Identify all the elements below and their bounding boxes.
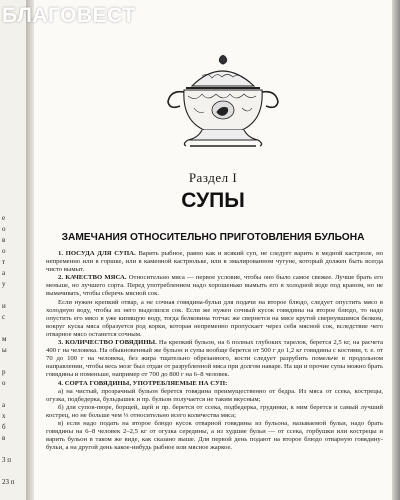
paragraph — [46, 274, 383, 298]
paragraph-text: Относительно мяса — первое условие, чтобы оно было самое свежее. Лучше брать его меньше, но лучшего сорта. Перед употреблением надо хорошенько вымыть его в холодной воде под краном, но не вымачивать, чтобы сберечь мясной сок. — [46, 274, 383, 298]
soup-tureen-illustration — [162, 52, 284, 152]
left-page-fragment: б — [2, 423, 6, 431]
paragraph-text: а) на чистый, прозрачный бульон берется говядина преимущественно от бедра. Из мяса от ссека, кострецы, огузка, подбедерка, бульдышек и пр. бульон получается не таким вкусным; — [46, 387, 383, 403]
left-page-fragment: т — [2, 258, 6, 266]
book-gutter — [26, 0, 34, 500]
chapter-title: СУПЫ — [181, 189, 245, 212]
paragraph-text: в) если надо подать на второе блюдо кусок отварной говядины из бульона, называемой бульи, надо брать говядины на 6–8 человек 2–2,5 кг от огузка середины, а из худшие бульи — от ссека, горбушки или кострецы и варить бульон в таком же виде, как сказано выше. Для первой день подают на второе блюдо отварную говядину-бульи, а на другой день какое-нибудь рыбное или мясное жаркое. — [46, 419, 383, 452]
paragraph-subheading: 3. КОЛИЧЕСТВО ГОВЯДИНЫ. — [58, 339, 157, 347]
paragraph-text: б) для супов-пюре, борщей, щей и пр. берется от ссека, подбедерка, грудинки, к ним берется и самый лучший кострец, но не больше чем ⅓ относительно всего количества мяса; — [46, 403, 383, 419]
article-heading: ЗАМЕЧАНИЯ ОТНОСИТЕЛЬНО ПРИГОТОВЛЕНИЯ БУЛЬОНА — [61, 232, 365, 243]
left-page-fragment: а — [2, 401, 6, 409]
paragraph — [46, 420, 383, 452]
left-page-fragment: у — [2, 280, 6, 288]
paragraph-subheading: 4. СОРТА ГОВЯДИНЫ, УПОТРЕБЛЯЕМЫЕ НА СУП: — [58, 379, 228, 387]
article-body — [46, 250, 383, 452]
paragraph — [46, 380, 383, 388]
paragraph-subheading: 2. КАЧЕСТВО МЯСА. — [58, 274, 127, 282]
left-page-fragment: 3 п — [2, 456, 11, 464]
left-page-fragment: ы — [2, 346, 7, 354]
paragraph-subheading: 1. ПОСУДА ДЛЯ СУПА. — [58, 250, 136, 257]
paragraph — [46, 404, 383, 420]
paragraph — [46, 388, 383, 404]
left-page-fragment: в — [2, 236, 6, 244]
paragraph — [46, 339, 383, 379]
left-page-fragment: х — [2, 412, 6, 420]
left-page-edge — [0, 0, 27, 500]
book-page — [34, 0, 392, 500]
left-page-fragment: м — [2, 335, 7, 343]
watermark: БЛАГОВЕСТ — [2, 4, 136, 27]
left-page-fragment: и — [2, 302, 6, 310]
left-page-fragment: о — [2, 379, 6, 387]
paragraph-text: На крепкий бульон, на 6 полных глубоких тарелок, берется 2,5 кг, на расчета 400 г на человека. На обыкновенный же бульон и супы вообще берется от 500 г до 1,2 кг говядины с костями, т. е. от 70 до 100 г на человека, без жира тщательно обрезанного, кости следует разрубить помельче в продольном направлении, чтобы весь мозг был отдан от разрубленной мяса при долгом наваре. На щи и прочие супы можно брать говядины и поменьше, например от 700 до 800 г на 6–8 человек. — [46, 339, 383, 379]
paragraph — [46, 250, 383, 274]
left-page-fragment: 23 п — [2, 478, 15, 486]
left-page-fragment: о — [2, 247, 6, 255]
left-page-fragment: р — [2, 368, 6, 376]
left-page-fragment: е — [2, 214, 6, 222]
section-title: Раздел I — [188, 170, 238, 185]
left-page-fragment: а — [2, 269, 6, 277]
paragraph — [46, 299, 383, 339]
page-edge-shadow — [392, 0, 400, 500]
left-page-fragment: о — [2, 225, 6, 233]
paragraph-text: Если нужен крепкий отвар, а не сочная говядина-бульи для подачи на второе блюдо, следует опустить мясо в холодную воду, чтобы из него выделился сок. Если же нужен сочный кусок говядины на второе блюдо, то надо опустить его мясо в уже кипящую воду, тогда белковина тотчас же свернется на мясе крутой свернувшимся белком, вокруг куска мяса образуется род корки, которая непременно пропускает через себя мясной сок, вследствие чего отварное мясо останется сочным. — [46, 298, 383, 338]
left-page-fragment: в — [2, 434, 6, 442]
left-page-fragment: с — [2, 313, 6, 321]
paragraph-text: Варить рыбное, равно как и всякий суп, не следует варить в медной кастрюле, но непременно или в горшке, или в каменной кастрюльке, или в эмалированном чугуне, который должен быть всегда чисто вымыт. — [46, 250, 384, 274]
